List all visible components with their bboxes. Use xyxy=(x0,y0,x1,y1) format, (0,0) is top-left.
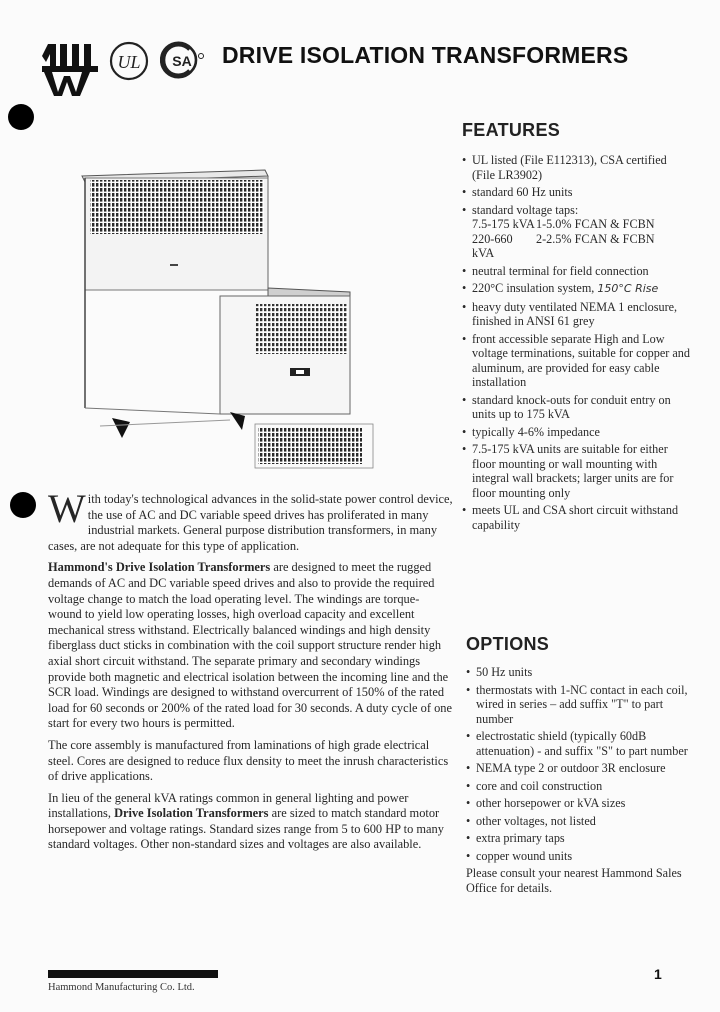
sizing-text-b: are sized to match standard motor horsepower and voltage ratings. Standard sizes range from 5 to 600 HP to many standard voltages. Other non-standard sizes and voltages are also available. xyxy=(48,806,444,852)
footer-company: Hammond Manufacturing Co. Ltd. xyxy=(48,982,195,993)
feature-item: • standard 60 Hz units xyxy=(462,185,692,200)
option-item: • thermostats with 1-NC contact in each coil, wired in series – add suffix "T" to part number xyxy=(466,683,692,727)
hammond-logo xyxy=(42,42,98,96)
transformer-enclosure-image xyxy=(60,168,390,476)
windings-paragraph xyxy=(48,560,453,732)
csa-mark-text: SA xyxy=(172,53,192,69)
feature-item: • heavy duty ventilated NEMA 1 enclosure, finished in ANSI 61 grey xyxy=(462,300,692,329)
option-item: • other horsepower or kVA sizes xyxy=(466,796,692,811)
feature-item: • front accessible separate High and Low voltage terminations, suitable for copper and aluminum, are provided for easy cable installation xyxy=(462,332,692,390)
tap-range: 7.5-175 kVA xyxy=(472,217,535,231)
tap-range: 220-660 kVA xyxy=(472,231,513,260)
feature-item xyxy=(462,281,692,297)
tap-spec: 2-2.5% FCAN & FCBN xyxy=(536,231,655,246)
feature-item: • meets UL and CSA short circuit withstand capability xyxy=(462,503,692,532)
features-section xyxy=(462,120,692,535)
feature-item xyxy=(462,203,692,261)
page-title: DRIVE ISOLATION TRANSFORMERS xyxy=(222,42,629,68)
feature-item: • 7.5-175 kVA units are suitable for either floor mounting or wall mounting with integral wall brackets; larger units are for floor mounting only xyxy=(462,442,692,500)
ul-mark-text: UL xyxy=(117,52,141,72)
option-item: • extra primary taps xyxy=(466,831,692,846)
tap-row xyxy=(472,232,692,261)
sizing-paragraph xyxy=(48,791,453,853)
sizing-text-a: In lieu of the general kVA ratings common in general lighting and power installations, xyxy=(48,790,409,821)
option-item: • core and coil construction xyxy=(466,779,692,794)
options-list xyxy=(466,665,692,863)
punch-hole-top xyxy=(8,104,34,130)
body-text xyxy=(48,486,453,859)
tap-spec: 1-5.0% FCAN & FCBN xyxy=(536,217,655,231)
features-list xyxy=(462,153,692,532)
options-section xyxy=(466,634,692,895)
csa-certified-mark xyxy=(160,40,206,80)
consult-note: Please consult your nearest Hammond Sales Office for details. xyxy=(466,866,682,895)
option-item: • other voltages, not listed xyxy=(466,814,692,829)
option-item: • NEMA type 2 or outdoor 3R enclosure xyxy=(466,761,692,776)
intro-text: ith today's technological advances in the solid-state power control device, the use of AC and DC variable speed drives has proliferated in many industrial markets. General purpose distribution transformers, in many cases, are not adequate for this type of application. xyxy=(48,492,453,553)
drop-cap: W xyxy=(48,486,86,531)
handwritten-note: 150°C Rise xyxy=(597,282,659,295)
product-name-bold: Hammond's Drive Isolation Transformers xyxy=(48,560,271,575)
intro-paragraph xyxy=(48,486,453,554)
windings-text: are designed to meet the rugged demands of AC and DC variable speed drives and also to provide the required voltage change to match the load operating level. The windings are torque-wound to yield low operating losses, high overload capacity and excellent mechanical stress withstand. Electrically balanced windings and high density fiberglass duct sticks in combination with the coil support structure render high axial short circuit withstand. The separate primary and secondary windings provide both magnetic and electrical isolation between the incoming line and the SCR load. Windings are designed to withstand overcurrent of 150% of the rated load for 60 seconds or 200% of the rated load for 30 seconds. A duty cycle of one start for every two hours is permitted. xyxy=(48,560,452,731)
page-number: 1 xyxy=(654,966,662,982)
feature-item: • neutral terminal for field connection xyxy=(462,264,692,279)
punch-hole-middle xyxy=(10,492,36,518)
core-paragraph: The core assembly is manufactured from laminations of high grade electrical steel. Cores are designed to reduce flux density to meet the inrush characteristics of drive applications. xyxy=(48,737,449,784)
product-name-bold: Drive Isolation Transformers xyxy=(114,806,269,821)
feature-item: • UL listed (File E112313), CSA certified (File LR3902) xyxy=(462,153,692,182)
options-heading: OPTIONS xyxy=(466,634,550,654)
option-item: • copper wound units xyxy=(466,849,692,864)
tap-row xyxy=(472,217,692,232)
feature-item: • standard knock-outs for conduit entry on units up to 175 kVA xyxy=(462,393,692,422)
feature-item: • typically 4-6% impedance xyxy=(462,425,692,440)
footer-rule xyxy=(48,970,218,978)
ul-listed-mark xyxy=(108,40,150,82)
feature-item-label: standard voltage taps: xyxy=(472,202,579,217)
option-item: • 50 Hz units xyxy=(466,665,692,680)
option-item: • electrostatic shield (typically 60dB attenuation) - and suffix "S" to part number xyxy=(466,729,692,758)
feature-item-label: 220°C insulation system, xyxy=(472,281,595,295)
features-heading: FEATURES xyxy=(462,120,561,140)
